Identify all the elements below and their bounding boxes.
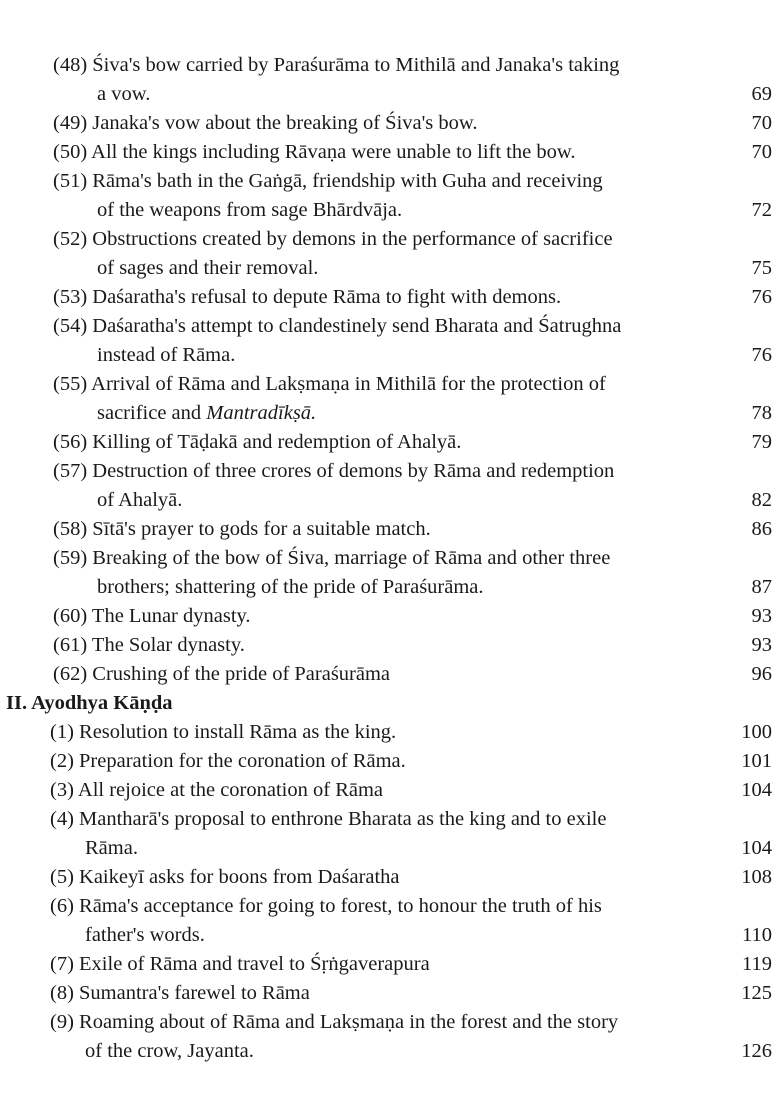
- entry-title-line: [0, 283, 780, 312]
- entry-title-continuation: instead of Rāma.: [97, 344, 236, 366]
- toc-entry: [0, 515, 780, 544]
- entry-title: Kaikeyī asks for boons from Daśaratha: [79, 866, 400, 888]
- toc-entry: [0, 892, 780, 950]
- entry-number: (1): [50, 721, 74, 743]
- entry-number: (8): [50, 982, 74, 1004]
- entry-title-line: [0, 51, 780, 80]
- toc-entry: [0, 950, 780, 979]
- entry-title: Sumantra's farewel to Rāma: [79, 982, 310, 1004]
- entry-page-number: 70: [751, 141, 772, 163]
- entry-title: Killing of Tāḍakā and redemption of Ahalyā.: [92, 431, 462, 453]
- entry-title: Daśaratha's refusal to depute Rāma to fight with demons.: [92, 286, 562, 308]
- entry-page-number: 100: [741, 721, 772, 743]
- entry-number: (59): [53, 547, 88, 569]
- toc-entry: [0, 660, 780, 689]
- entry-title-line: [0, 515, 780, 544]
- toc-entry: [0, 457, 780, 515]
- toc-entry: [0, 602, 780, 631]
- entry-title: Daśaratha's attempt to clandestinely send Bharata and Śatrughna: [92, 315, 622, 337]
- entry-page-number: 76: [751, 286, 772, 308]
- toc-entry: [0, 370, 780, 428]
- entry-page-number: 110: [742, 924, 772, 946]
- toc-entry: [0, 312, 780, 370]
- entry-number: (58): [53, 518, 88, 540]
- entry-page-number: 70: [751, 112, 772, 134]
- entry-title: Rāma's acceptance for going to forest, to honour the truth of his: [79, 895, 602, 917]
- toc-entry: [0, 747, 780, 776]
- entry-number: (54): [53, 315, 88, 337]
- toc-entry: [0, 718, 780, 747]
- entry-title: Janaka's vow about the breaking of Śiva's bow.: [92, 112, 478, 134]
- entry-title: The Lunar dynasty.: [91, 605, 251, 627]
- entry-page-number: 93: [751, 605, 772, 627]
- toc-entry: [0, 428, 780, 457]
- entry-title-line: [0, 805, 780, 834]
- entry-page-number: 119: [742, 953, 772, 975]
- entry-title-line: [0, 979, 780, 1008]
- toc-entry: [0, 544, 780, 602]
- entry-title-line: [0, 428, 780, 457]
- entry-number: (9): [50, 1011, 74, 1033]
- entry-title-line: [0, 631, 780, 660]
- entry-page-number: 78: [751, 402, 772, 424]
- entry-title-line: [0, 167, 780, 196]
- entry-title-line: [0, 863, 780, 892]
- entry-title-continuation: brothers; shattering of the pride of Paraśurāma.: [97, 576, 484, 598]
- entry-title: Rāma's bath in the Gaṅgā, friendship with Guha and receiving: [92, 170, 603, 192]
- entry-number: (5): [50, 866, 74, 888]
- entry-title-line: [0, 370, 780, 399]
- entry-title-line: [0, 660, 780, 689]
- toc-entry: [0, 805, 780, 863]
- entry-number: (62): [53, 663, 88, 685]
- entry-title: Destruction of three crores of demons by Rāma and redemption: [92, 460, 615, 482]
- entry-page-number: 104: [741, 837, 772, 859]
- entry-title: All rejoice at the coronation of Rāma: [77, 779, 384, 801]
- entry-page-number: 79: [751, 431, 772, 453]
- entry-page-number: 86: [751, 518, 772, 540]
- entry-title-line: [0, 602, 780, 631]
- entry-number: (57): [53, 460, 88, 482]
- entry-title-line: [0, 892, 780, 921]
- entry-title: Resolution to install Rāma as the king.: [79, 721, 397, 743]
- entry-page-number: 96: [751, 663, 772, 685]
- entry-title-continuation: a vow.: [97, 83, 151, 105]
- entry-title-line: [0, 950, 780, 979]
- entry-number: (53): [53, 286, 88, 308]
- entry-number: (50): [53, 141, 88, 163]
- entry-title-continuation: [0, 399, 780, 428]
- entry-page-number: 75: [751, 257, 772, 279]
- entry-title: Exile of Rāma and travel to Śṛṅgaverapura: [79, 953, 430, 975]
- entry-page-number: 125: [741, 982, 772, 1004]
- entry-number: (6): [50, 895, 74, 917]
- entry-title: All the kings including Rāvaṇa were unable to lift the bow.: [91, 141, 576, 163]
- entry-page-number: 76: [751, 344, 772, 366]
- entry-title-line: [0, 225, 780, 254]
- entry-title-line: [0, 747, 780, 776]
- entry-title-continuation: Rāma.: [85, 837, 138, 859]
- entry-title: Śiva's bow carried by Paraśurāma to Mithilā and Janaka's taking: [92, 54, 620, 76]
- entry-number: (56): [53, 431, 88, 453]
- toc-entry: [0, 283, 780, 312]
- toc-entry: [0, 51, 780, 109]
- entry-page-number: 93: [751, 634, 772, 656]
- entry-title: Breaking of the bow of Śiva, marriage of Rāma and other three: [92, 547, 611, 569]
- entry-number: (51): [53, 170, 88, 192]
- entry-title: Crushing of the pride of Paraśurāma: [92, 663, 391, 685]
- entry-page-number: 82: [751, 489, 772, 511]
- entry-number: (2): [50, 750, 74, 772]
- entry-title-italic-term: Mantradīkṣā.: [206, 402, 317, 424]
- entry-page-number: 108: [741, 866, 772, 888]
- toc-entry: [0, 1008, 780, 1066]
- entry-title-line: [0, 109, 780, 138]
- toc-entry: [0, 863, 780, 892]
- entry-title: Roaming about of Rāma and Lakṣmaṇa in the forest and the story: [79, 1011, 619, 1033]
- entry-number: (48): [53, 54, 88, 76]
- entry-title: Arrival of Rāma and Lakṣmaṇa in Mithilā for the protection of: [91, 373, 606, 395]
- table-of-contents: [0, 51, 780, 1066]
- entry-number: (55): [53, 373, 88, 395]
- entry-title-line: [0, 776, 780, 805]
- toc-entry: [0, 776, 780, 805]
- entry-page-number: 87: [751, 576, 772, 598]
- entry-title-text: sacrifice and: [97, 402, 207, 424]
- entry-page-number: 101: [741, 750, 772, 772]
- toc-entry: [0, 167, 780, 225]
- entry-number: (49): [53, 112, 88, 134]
- entry-number: (61): [53, 634, 88, 656]
- entry-title-continuation: of Ahalyā.: [97, 489, 183, 511]
- entry-page-number: 72: [751, 199, 772, 221]
- entry-title-line: [0, 1008, 780, 1037]
- toc-entry: [0, 631, 780, 660]
- toc-entry: [0, 225, 780, 283]
- toc-entry: [0, 979, 780, 1008]
- entry-title-line: [0, 138, 780, 167]
- toc-entry: [0, 109, 780, 138]
- toc-entry: [0, 138, 780, 167]
- entry-title: Preparation for the coronation of Rāma.: [79, 750, 406, 772]
- entry-title-continuation: of sages and their removal.: [97, 257, 319, 279]
- entry-page-number: 104: [741, 779, 772, 801]
- entry-page-number: 69: [751, 83, 772, 105]
- entry-title-line: [0, 312, 780, 341]
- entry-number: (3): [50, 779, 74, 801]
- entry-title-continuation: father's words.: [85, 924, 205, 946]
- entry-title-continuation: of the crow, Jayanta.: [85, 1040, 254, 1062]
- entry-number: (52): [53, 228, 88, 250]
- entry-title: Sītā's prayer to gods for a suitable match.: [92, 518, 431, 540]
- section-heading: II. Ayodhya Kāṇḍa: [6, 692, 173, 714]
- entry-number: (60): [53, 605, 88, 627]
- entry-number: (7): [50, 953, 74, 975]
- entry-number: (4): [50, 808, 74, 830]
- entry-title-line: [0, 718, 780, 747]
- entry-title-continuation: of the weapons from sage Bhārdvāja.: [97, 199, 403, 221]
- entry-title-line: [0, 544, 780, 573]
- entry-title-line: [0, 457, 780, 486]
- entry-title: Mantharā's proposal to enthrone Bharata as the king and to exile: [79, 808, 607, 830]
- entry-page-number: 126: [741, 1040, 772, 1062]
- entry-title: Obstructions created by demons in the performance of sacrifice: [92, 228, 613, 250]
- entry-title: The Solar dynasty.: [91, 634, 245, 656]
